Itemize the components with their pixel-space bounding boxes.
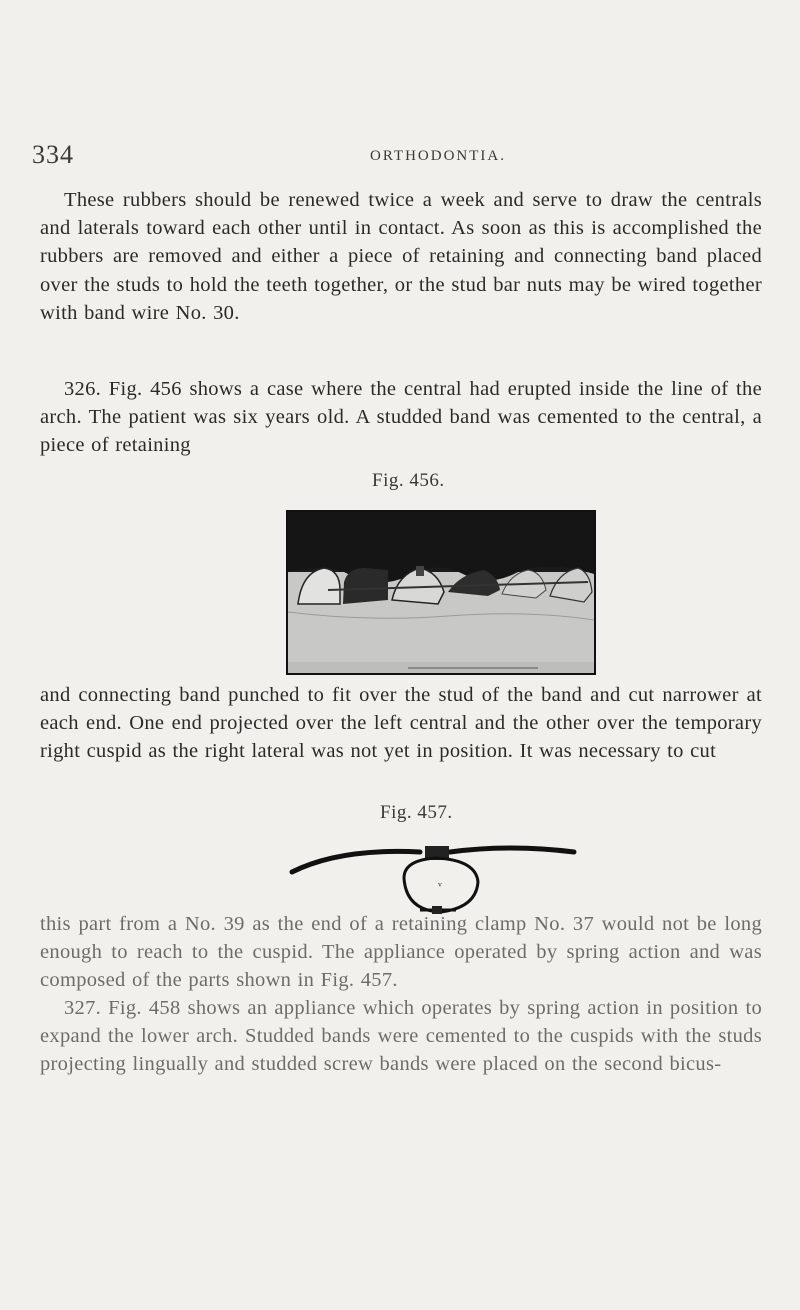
running-head: ORTHODONTIA. <box>370 148 507 164</box>
spring-appliance-illustration <box>280 838 580 918</box>
figure-456-image <box>286 510 596 675</box>
figure-456-caption: Fig. 456. <box>372 470 445 491</box>
svg-text:ᵛ: ᵛ <box>438 880 443 893</box>
page-header <box>0 140 800 180</box>
figure-457-image <box>280 838 580 918</box>
paragraph-327: 327. Fig. 458 shows an appliance which operates by spring action in position to expand the lower arch. Studded bands were cemented to the cuspids with the studs projecting lingually and studded screw bands were placed on the second bicus- <box>40 997 762 1076</box>
paragraph-rubbers: These rubbers should be renewed twice a week and serve to draw the centrals and laterals toward each other until in contact. As soon as this is accomplished the rubbers are removed and either a piece of retaining and connecting band placed over the studs to hold the teeth together, or the stud bar nuts may be wired together with band wire No. 30. <box>40 189 762 324</box>
page-number: 334 <box>32 140 74 169</box>
paragraph-this-part: this part from a No. 39 as the end of a retaining clamp No. 37 would not be long enough to reach to the cuspid. The appliance operated by spring action and was composed of the parts shown in Fig. 457. <box>40 913 762 992</box>
dental-model-illustration <box>288 512 594 673</box>
paragraph-connecting-band: and connecting band punched to fit over the stud of the band and cut narrower at each end. One end projected over the left central and the other over the temporary right cuspid as the right lateral was not yet in position. It was necessary to cut <box>40 684 762 763</box>
figure-457-caption: Fig. 457. <box>380 802 453 823</box>
paragraph-326: 326. Fig. 456 shows a case where the central had erupted inside the line of the arch. The patient was six years old. A studded band was cemented to the central, a piece of retaining <box>40 378 762 457</box>
